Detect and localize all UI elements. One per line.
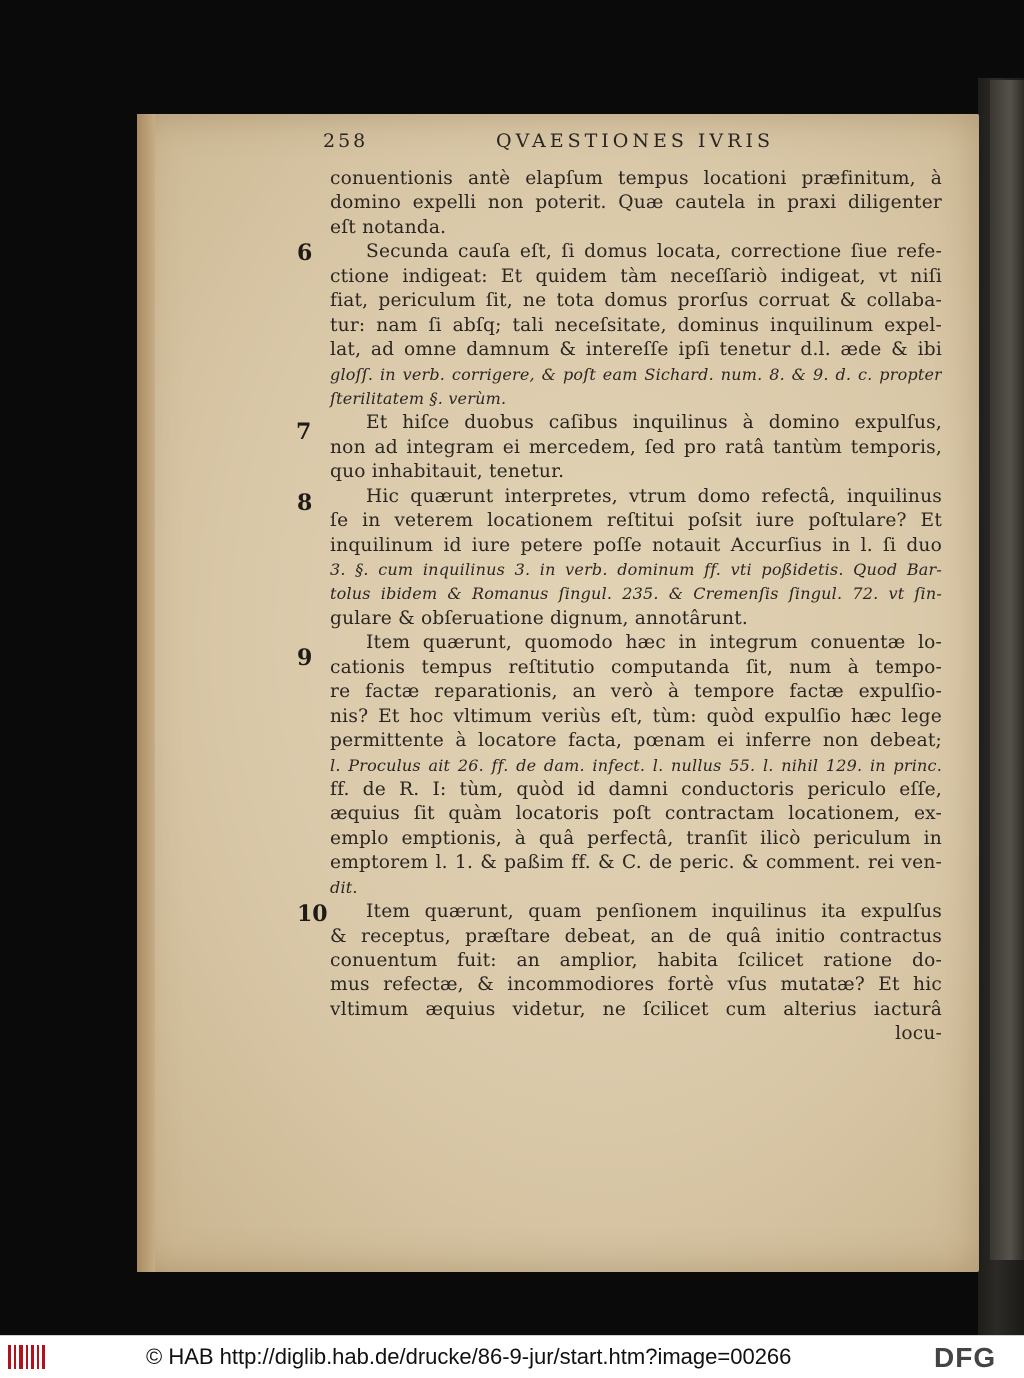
text-line: domino expelli non poterit. Quæ cautela in praxi diligenter xyxy=(330,192,942,214)
text-line: re factæ reparationis, an verò à tempore factæ expulſio- xyxy=(330,681,942,703)
text-line: vltimum æquius videtur, ne ſcilicet cum alterius iacturâ xyxy=(330,998,942,1020)
margin-number: 8 xyxy=(297,490,313,516)
footer-url-link[interactable]: © HAB http://diglib.hab.de/drucke/86-9-jur/start.htm?image=00266 xyxy=(146,1344,792,1369)
hab-barcode-logo-icon xyxy=(6,1342,48,1372)
text-line: inquilinum id iure petere poſſe notauit Accurſius in l. ſi duo xyxy=(330,534,942,556)
text-line: mus refectæ, & incommodiores fortè vſus mutatæ? Et hic xyxy=(330,974,942,996)
text-line: Item quærunt, quam penſionem inquilinus ita expulſus xyxy=(366,901,942,923)
text-line: Hic quærunt interpretes, vtrum domo refectâ, inquilinus xyxy=(366,485,942,507)
text-line: permittente à locatore facta, pœnam ei inferre non debeat; xyxy=(330,730,942,752)
text-line: gloſſ. in verb. corrigere, & poſt eam Sichard. num. 8. & 9. d. c. propter xyxy=(330,364,942,384)
page-number: 258 xyxy=(323,130,369,152)
text-line: ff. de R. I: tùm, quòd id damni conductoris periculo eſſe, xyxy=(330,778,942,800)
text-line: nis? Et hoc vltimum veriùs eſt, tùm: quòd expulſio hæc lege xyxy=(330,705,942,727)
text-line: Secunda cauſa eſt, ſi domus locata, correctione ſiue refe- xyxy=(366,241,942,263)
facing-page-paper xyxy=(990,80,1024,1260)
margin-number: 10 xyxy=(297,901,328,927)
body-text xyxy=(330,167,942,1047)
text-line: & receptus, præſtare debeat, an de quâ initio contractus xyxy=(330,925,942,947)
text-line: ctione indigeat: Et quidem tàm neceſſariò indigeat, vt niſi xyxy=(330,265,942,287)
text-line: ſterilitatem §. verùm. xyxy=(330,388,507,408)
text-line: Et hiſce duobus caſibus inquilinus à domino expulſus, xyxy=(366,412,942,434)
margin-number: 9 xyxy=(297,645,313,671)
text-line: cationis tempus reſtitutio computanda ſit, num à tempo- xyxy=(330,656,942,678)
text-line: conuentionis antè elapſum tempus locationi præfinitum, à xyxy=(330,168,942,189)
margin-number: 7 xyxy=(296,419,312,445)
text-line: dit. xyxy=(330,877,358,897)
text-line: gulare & obſeruatione dignum, annotârunt. xyxy=(330,607,748,629)
dfg-logo: DFG xyxy=(934,1342,997,1373)
catchword: locu- xyxy=(895,1023,942,1045)
margin-number: 6 xyxy=(297,240,313,266)
text-line: l. Proculus ait 26. ff. de dam. infect. l. nullus 55. l. nihil 129. in princ. xyxy=(330,755,942,775)
text-line: ſe in veterem locationem reſtitui poſsit iure poſtulare? Et xyxy=(330,510,942,532)
text-line: fiat, periculum ſit, ne tota domus prorſus corruat & collaba- xyxy=(330,290,942,312)
text-line: quo inhabitauit, tenetur. xyxy=(330,461,565,483)
viewer-footer xyxy=(0,1335,1024,1378)
text-line: Item quærunt, quomodo hæc in integrum conuentæ lo- xyxy=(366,632,942,654)
text-line: conuentum fuit: an amplior, habita ſcilicet ratione do- xyxy=(330,950,942,971)
text-line: non ad integram ei mercedem, ſed pro ratâ tantùm temporis, xyxy=(330,436,942,458)
text-line: tur: nam ſi abſq; tali neceſsitate, dominus inquilinum expel- xyxy=(330,314,942,336)
page-gutter-edge xyxy=(137,114,155,1272)
running-title: QVAESTIONES IVRIS xyxy=(496,130,774,152)
text-line: 3. §. cum inquilinus 3. in verb. dominum ff. vti poßidetis. Quod Bar- xyxy=(330,560,942,579)
text-line: lat, ad omne damnum & intereſſe ipſi tenetur d.l. æde & ibi xyxy=(330,339,942,361)
text-line: emplo emptionis, à quâ perfectâ, tranſit ilicò periculum in xyxy=(330,827,942,849)
text-line: tolus ibidem & Romanus ſingul. 235. & Cremenſis ſingul. 72. vt ſin- xyxy=(330,584,942,604)
text-line: eſt notanda. xyxy=(330,216,447,238)
text-line: æquius ſit quàm locatoris poſt contractam locationem, ex- xyxy=(330,803,942,825)
text-line: emptorem l. 1. & paßim ff. & C. de peric. & comment. rei ven- xyxy=(330,852,942,874)
